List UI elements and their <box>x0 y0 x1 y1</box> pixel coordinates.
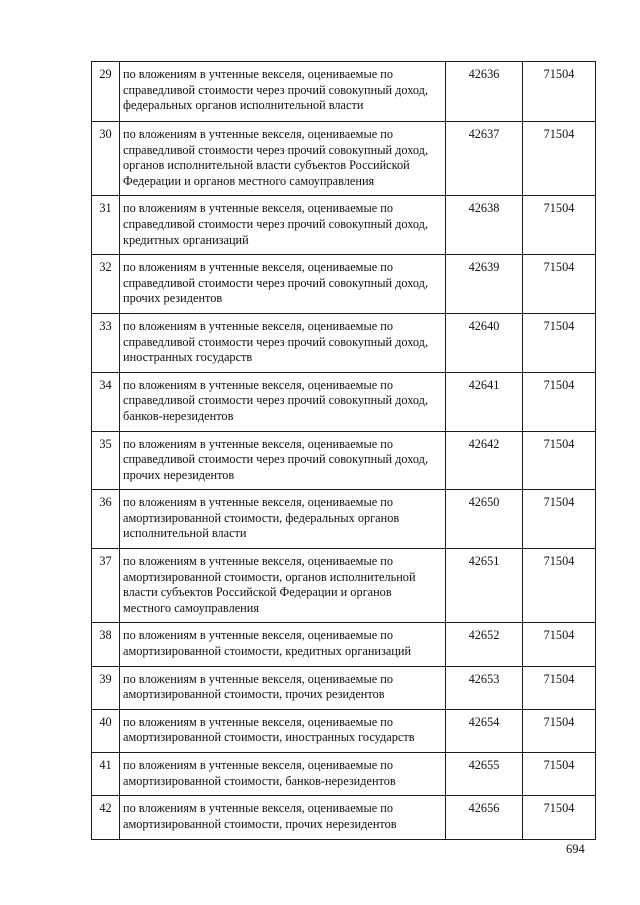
table-row <box>92 490 596 549</box>
row-description: по вложениям в учтенные векселя, оцениваемые по амортизированной стоимости, прочих резидентов <box>120 666 446 709</box>
table-row <box>92 313 596 372</box>
row-number: 39 <box>92 666 120 709</box>
table-row <box>92 372 596 431</box>
row-symbol-code: 71504 <box>523 255 596 314</box>
row-number: 29 <box>92 62 120 122</box>
accounts-table <box>91 61 596 840</box>
row-symbol-code: 71504 <box>523 549 596 623</box>
table-row <box>92 666 596 709</box>
row-number: 33 <box>92 313 120 372</box>
row-symbol-code: 71504 <box>523 753 596 796</box>
row-symbol-code: 71504 <box>523 62 596 122</box>
row-symbol-code: 71504 <box>523 431 596 490</box>
row-symbol-code: 71504 <box>523 666 596 709</box>
row-account-code: 42638 <box>446 196 523 255</box>
row-account-code: 42652 <box>446 623 523 666</box>
row-account-code: 42651 <box>446 549 523 623</box>
row-account-code: 42639 <box>446 255 523 314</box>
row-symbol-code: 71504 <box>523 313 596 372</box>
table-row <box>92 549 596 623</box>
row-symbol-code: 71504 <box>523 709 596 752</box>
row-description: по вложениям в учтенные векселя, оцениваемые по справедливой стоимости через прочий совокупный доход, федеральных органов исполнительной власти <box>120 62 446 122</box>
row-number: 41 <box>92 753 120 796</box>
row-number: 31 <box>92 196 120 255</box>
table-row <box>92 623 596 666</box>
row-symbol-code: 71504 <box>523 796 596 840</box>
table-row <box>92 709 596 752</box>
row-symbol-code: 71504 <box>523 372 596 431</box>
row-description: по вложениям в учтенные векселя, оцениваемые по амортизированной стоимости, органов исполнительной власти субъектов Российской Федерации и органов местного самоуправления <box>120 549 446 623</box>
row-description: по вложениям в учтенные векселя, оцениваемые по справедливой стоимости через прочий совокупный доход, банков-нерезидентов <box>120 372 446 431</box>
row-number: 36 <box>92 490 120 549</box>
row-account-code: 42650 <box>446 490 523 549</box>
table-row <box>92 122 596 196</box>
table-row <box>92 255 596 314</box>
row-description: по вложениям в учтенные векселя, оцениваемые по амортизированной стоимости, прочих нерезидентов <box>120 796 446 840</box>
row-description: по вложениям в учтенные векселя, оцениваемые по справедливой стоимости через прочий совокупный доход, прочих нерезидентов <box>120 431 446 490</box>
table-row <box>92 753 596 796</box>
row-description: по вложениям в учтенные векселя, оцениваемые по справедливой стоимости через прочий совокупный доход, органов исполнительной власти субъектов Российской Федерации и органов местного самоуправления <box>120 122 446 196</box>
row-number: 38 <box>92 623 120 666</box>
row-number: 40 <box>92 709 120 752</box>
row-account-code: 42642 <box>446 431 523 490</box>
table-row <box>92 796 596 840</box>
row-account-code: 42656 <box>446 796 523 840</box>
row-account-code: 42637 <box>446 122 523 196</box>
row-description: по вложениям в учтенные векселя, оцениваемые по амортизированной стоимости, кредитных организаций <box>120 623 446 666</box>
row-description: по вложениям в учтенные векселя, оцениваемые по амортизированной стоимости, иностранных государств <box>120 709 446 752</box>
row-symbol-code: 71504 <box>523 490 596 549</box>
row-account-code: 42641 <box>446 372 523 431</box>
row-account-code: 42636 <box>446 62 523 122</box>
page-number: 694 <box>566 842 585 856</box>
row-account-code: 42653 <box>446 666 523 709</box>
row-description: по вложениям в учтенные векселя, оцениваемые по амортизированной стоимости, федеральных органов исполнительной власти <box>120 490 446 549</box>
table-row <box>92 196 596 255</box>
row-description: по вложениям в учтенные векселя, оцениваемые по амортизированной стоимости, банков-нерезидентов <box>120 753 446 796</box>
row-number: 34 <box>92 372 120 431</box>
row-number: 37 <box>92 549 120 623</box>
row-number: 30 <box>92 122 120 196</box>
table-row <box>92 62 596 122</box>
row-number: 32 <box>92 255 120 314</box>
row-description: по вложениям в учтенные векселя, оцениваемые по справедливой стоимости через прочий совокупный доход, кредитных организаций <box>120 196 446 255</box>
row-number: 42 <box>92 796 120 840</box>
row-account-code: 42654 <box>446 709 523 752</box>
row-symbol-code: 71504 <box>523 623 596 666</box>
row-account-code: 42640 <box>446 313 523 372</box>
row-number: 35 <box>92 431 120 490</box>
row-symbol-code: 71504 <box>523 196 596 255</box>
row-account-code: 42655 <box>446 753 523 796</box>
row-description: по вложениям в учтенные векселя, оцениваемые по справедливой стоимости через прочий совокупный доход, прочих резидентов <box>120 255 446 314</box>
table-row <box>92 431 596 490</box>
row-symbol-code: 71504 <box>523 122 596 196</box>
row-description: по вложениям в учтенные векселя, оцениваемые по справедливой стоимости через прочий совокупный доход, иностранных государств <box>120 313 446 372</box>
